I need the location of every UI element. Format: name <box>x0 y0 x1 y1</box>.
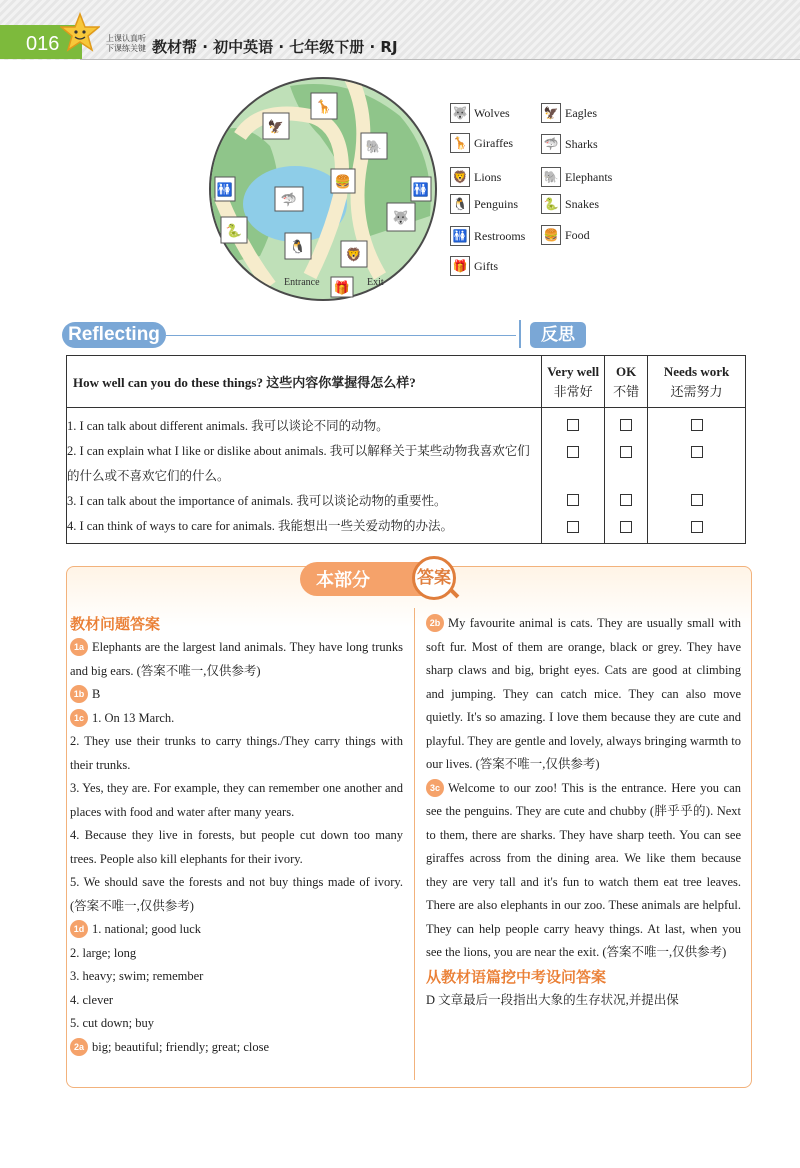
reflect-item-4: 4. I can think of ways to care for animals. 我能想出一些关爱动物的办法。 <box>67 514 542 544</box>
map-shark-icon: 🦈 <box>280 193 298 208</box>
elephant-icon: 🐘 <box>541 167 561 187</box>
food-icon: 🍔 <box>541 225 561 245</box>
map-exit-label: Exit <box>367 277 384 288</box>
answers-right-column <box>426 612 741 1012</box>
legend-label: Gifts <box>474 258 498 273</box>
restroom-icon: 🚻 <box>450 226 470 246</box>
checkbox-ok-1[interactable] <box>620 419 632 431</box>
header-divider <box>80 59 800 60</box>
column-divider <box>414 608 415 1080</box>
badge-1c: 1c <box>70 709 88 727</box>
answer-3c: 3c Welcome to our zoo! This is the entrance. Here you can see the penguins. They are cute and chubby (胖乎乎的). Next to them, there are sharks. They have sharp teeth. You can see giraffes across from the dining area. We like them because they are very tall and it's fun to watch them eat tree leaves. There are also elephants in our zoo. These animals are helpful. They can help people carry heavy things. At last, when you see the lions, you are near the exit. (答案不唯一,仅供参考) <box>426 780 741 959</box>
map-penguin-icon: 🐧 <box>289 240 307 255</box>
map-giraffe-icon: 🦒 <box>315 100 333 115</box>
zoo-map <box>200 76 446 302</box>
answer-2a: 2a big; beautiful; friendly; great; close <box>70 1036 403 1060</box>
map-wolf-icon: 🐺 <box>392 211 410 226</box>
legend-item <box>450 133 513 153</box>
col-needs-work: Needs work 还需努力 <box>648 356 746 408</box>
legend-label: Giraffes <box>474 135 514 150</box>
giraffe-icon: 🦒 <box>450 133 470 153</box>
reflecting-divider <box>166 335 516 336</box>
legend-label: Eagles <box>565 105 597 120</box>
checkbox-ok-2[interactable] <box>620 446 632 458</box>
magnifier-icon: 答案 <box>412 556 456 600</box>
reflecting-title-cn: 反思 <box>530 322 586 348</box>
answer-1c-4: 4. Because they live in forests, but people cut down too many trees. People also kill elephants for their ivory. <box>70 828 403 866</box>
answer-1d-2: 2. large; long <box>70 945 137 960</box>
answer-1d-3: 3. heavy; swim; remember <box>70 969 204 983</box>
reflecting-title: Reflecting <box>62 322 166 348</box>
checkbox-ok-3[interactable] <box>620 494 632 506</box>
checkbox-needs-work-2[interactable] <box>691 446 703 458</box>
checkbox-needs-work-4[interactable] <box>691 521 703 533</box>
tagline-line-2: 下课练关键 <box>106 44 146 53</box>
map-snake-icon: 🐍 <box>225 224 243 239</box>
badge-2b: 2b <box>426 614 444 632</box>
reflect-item-2: 2. I can explain what I like or dislike about animals. 我可以解释关于某些动物我喜欢它们的什么或不喜欢它们的什么。 <box>67 439 542 489</box>
legend-item <box>541 134 598 154</box>
answer-1b: 1b B <box>70 683 403 707</box>
lion-icon: 🦁 <box>450 167 470 187</box>
answer-1c-5: 5. We should save the forests and not buy things made of ivory. (答案不唯一,仅供参考) <box>70 875 403 913</box>
legend-item <box>450 167 501 187</box>
col-ok: OK 不错 <box>605 356 648 408</box>
map-gift-icon: 🎁 <box>333 281 351 296</box>
answer-exam: D 文章最后一段指出大象的生存状况,并提出保 <box>426 992 679 1007</box>
legend-label: Restrooms <box>474 228 526 243</box>
reflect-item-1: 1. I can talk about different animals. 我可以谈论不同的动物。 <box>67 408 542 440</box>
map-restroom-icon-2: 🚻 <box>216 183 234 198</box>
reflect-item-3: 3. I can talk about the importance of animals. 我可以谈论动物的重要性。 <box>67 489 542 514</box>
penguin-icon: 🐧 <box>450 194 470 214</box>
legend-item <box>450 103 510 123</box>
checkbox-very-well-3[interactable] <box>567 494 579 506</box>
legend-item <box>541 167 612 187</box>
answer-2b: 2b My favourite animal is cats. They are usually small with soft fur. Most of them are orange, black or grey. They have sharp claws and big, bright eyes. Cats are good at climbing and jumping. They can catch mice. They can also move quietly. It's so amazing. I love them because they are cute and playful. They are gentle and lovely, always bringing warmth to our lives. (答案不唯一,仅供参考) <box>426 616 741 771</box>
legend-item <box>541 225 590 245</box>
left-section-title: 教材问题答案 <box>70 615 161 633</box>
checkbox-very-well-1[interactable] <box>567 419 579 431</box>
map-eagle-icon: 🦅 <box>267 120 285 135</box>
checkbox-very-well-2[interactable] <box>567 446 579 458</box>
reflecting-bar <box>519 320 521 348</box>
gift-icon: 🎁 <box>450 256 470 276</box>
legend-label: Food <box>565 227 590 242</box>
answer-1d-5: 5. cut down; buy <box>70 1016 155 1030</box>
legend-label: Penguins <box>474 196 519 211</box>
answer-1c-3: 3. Yes, they are. For example, they can remember one another and places with food and water after many years. <box>70 781 403 819</box>
header-tagline <box>106 34 146 54</box>
legend-label: Lions <box>474 169 502 184</box>
map-lion-icon: 🦁 <box>345 248 363 263</box>
legend-item <box>541 194 599 214</box>
legend-item <box>450 256 498 276</box>
col-very-well: Very well 非常好 <box>542 356 605 408</box>
answer-1c-1: 1c 1. On 13 March. <box>70 707 403 731</box>
legend-label: Wolves <box>474 105 510 120</box>
badge-3c: 3c <box>426 779 444 797</box>
answer-1d-1: 1d 1. national; good luck <box>70 918 403 942</box>
answers-banner-text: 本部分 <box>316 570 370 591</box>
map-entrance-label: Entrance <box>284 277 320 288</box>
answer-1d-4: 4. clever <box>70 992 114 1007</box>
reflecting-question: How well can you do these things? 这些内容你掌握得怎么样? <box>67 356 542 408</box>
book-title: 教材帮 · 初中英语 · 七年级下册 · RJ <box>152 38 398 56</box>
shark-icon: 🦈 <box>541 134 561 154</box>
legend-label: Snakes <box>565 196 599 211</box>
right-section-title: 从教材语篇挖中考设问答案 <box>426 967 607 986</box>
checkbox-needs-work-3[interactable] <box>691 494 703 506</box>
checkbox-very-well-4[interactable] <box>567 521 579 533</box>
badge-1b: 1b <box>70 685 88 703</box>
map-elephant-icon: 🐘 <box>365 140 383 155</box>
badge-1a: 1a <box>70 638 88 656</box>
legend-item <box>541 103 597 123</box>
map-food-icon: 🍔 <box>334 175 352 190</box>
answer-1c-2: 2. They use their trunks to carry things./They carry things with their trunks. <box>70 734 403 772</box>
badge-2a: 2a <box>70 1038 88 1056</box>
answer-1a: 1a Elephants are the largest land animals. They have long trunks and big ears. (答案不唯一,仅供参考) <box>70 640 403 678</box>
legend-label: Elephants <box>565 169 613 184</box>
page-number: 016 <box>26 33 60 55</box>
legend-item <box>450 194 518 214</box>
eagle-icon: 🦅 <box>541 103 561 123</box>
checkbox-needs-work-1[interactable] <box>691 419 703 431</box>
checkbox-ok-4[interactable] <box>620 521 632 533</box>
map-restroom-icon: 🚻 <box>412 183 430 198</box>
legend-label: Sharks <box>565 136 598 151</box>
snake-icon: 🐍 <box>541 194 561 214</box>
star-mascot-icon <box>60 12 100 56</box>
wolf-icon: 🐺 <box>450 103 470 123</box>
reflecting-table <box>66 355 746 544</box>
badge-1d: 1d <box>70 920 88 938</box>
answers-left-column <box>70 612 403 1059</box>
legend-item <box>450 226 525 246</box>
tagline-line-1: 上课认真听 <box>106 34 146 43</box>
